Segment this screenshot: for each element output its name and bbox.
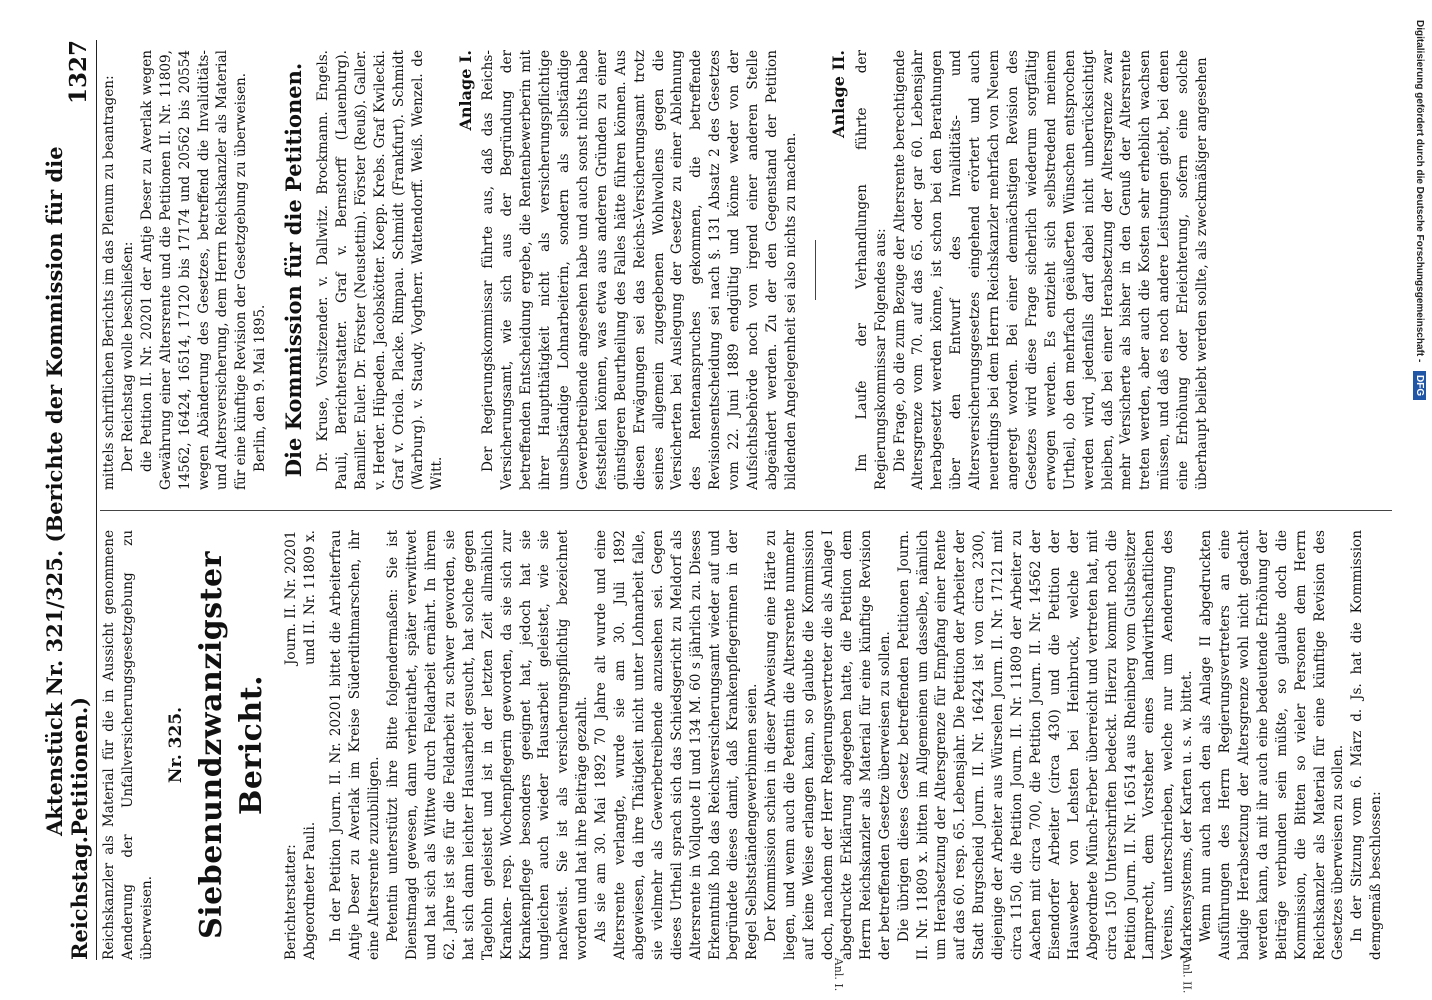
resolution: die Petition II. Nr. 20201 der Antje Deser zu Averlak wegen Gewährung einer Altersrente und die Petitionen II. Nr. 11809, 14562, 16424, 16514, 17120 bis 17174 und 20562 bis 20554 wegen Abänderung des Gesetzes, betreffend die Invaliditäts- und Altersversicherung, dem Herrn Reichskanzler als Material für eine künftige Revision der Gesetzgebung zu überweisen.: [138, 50, 250, 490]
paragraph: mittels schriftlichen Berichts im das Plenum zu beantragen:: [101, 75, 117, 490]
reporter-right: [282, 530, 320, 665]
annex-heading-2: Anlage II.: [828, 50, 848, 138]
column-right: [100, 50, 1392, 490]
digitization-credit: [1413, 20, 1426, 400]
reporter-name: Abgeordneter Pauli.: [301, 821, 318, 960]
journal-number: Journ. II. Nr. 20201: [282, 530, 299, 666]
paragraph: Petentin unterstützt ihre Bitte folgendermaßen: Sie ist Dienstmagd gewesen, dann verheirathet, später verwittwet und hat sich als Wittwe durch Feldarbeit ernährt. In ihrem 62. Jahre ist sie für die Feldarbeit zu schwer geworden, sie hat sich dann leichter Hausarbeit gesucht, hat solche gegen Tagelohn geleistet und ist in der letzten Zeit allmählich Kranken- resp. Wochenpflegerin geworden, da sie sich zur Krankenpflege besonders geeignet hat, jedoch hat sie ungleichen auch wieder Hausarbeit geleistet, wie sie nachweist. Sie ist als versicherungspflichtig bezeichnet worden und hat ihre Beiträge gezahlt.: [385, 530, 591, 960]
credit-text: Digitalisierung gefördert durch die Deutsche Forschungsgemeinschaft -: [1414, 20, 1425, 363]
paragraph: Der Kommission schien in dieser Abweisung eine Härte zu liegen, und wenn auch die Petentin die Altersrente nunmehr auf keine Weise erlangen kann, so glaubte die Kommission doch, nachdem der Herr Regierungsvertreter die als Anlage I abgedruckte Erklärung abgegeben hatte, die Petition dem Herrn Reichskanzler als Material für eine künftige Revision der betreffenden Gesetze überweisen zu sollen.: [763, 530, 893, 960]
column-left: [100, 530, 1392, 960]
header-middle: [42, 104, 92, 836]
date-line: Berlin, den 9. Mai 1895.: [252, 304, 269, 472]
margin-note-2: Anl. II.: [1180, 955, 1194, 994]
paragraph: In der Sitzung vom 6. März d. Js. hat die Kommission demgemäß beschlossen:: [1349, 530, 1385, 960]
paragraph: Die Frage, ob die zum Bezuge der Altersrente berechtigende Altersgrenze vom 70. auf das 65. oder gar 60. Lebensjahr herabgesetzt werden könne, ist schon bei den Berathungen über den Entwurf des Invaliditäts- und Altersversicherungsgesetzes eingehend erörtert und auch neuerdings bei dem Herrn Reichskanzler mehrfach von Neuem angeregt worden. Bei einer demnächstigen Revision des Gesetzes wird diese Frage sicherlich wiederum sorgfältig erwogen werden. Es entzieht sich selbstredend meinem Urtheil, ob den mehrfach geäußerten Wünschen entsprochen werden wird, jedenfalls darf dabei nicht unberücksichtigt bleiben, daß bei einer Herabsetzung der Altersgrenze zwar mehr Versicherte als bisher in den Genuß der Altersrente treten werden, aber auch die Kosten sehr erheblich wachsen müssen, und daß es noch andere Leistungen giebt, bei denen eine Erhöhung oder Erleichterung, sofern eine solche überhaupt beliebt werden sollte, als zweckmäßiger angesehen: [891, 50, 1211, 490]
header-paren: (Berichte der Kommission für die Petitionen.): [42, 146, 92, 837]
paragraph: Wenn nun auch nach den als Anlage II abgedruckten Ausführungen des Herrn Regierungsvertreters an eine baldige Herabsetzung der Altersgrenze wohl nicht gedacht werden kann, da mit ihr auch eine bedeutende Erhöhung der Beiträge verbunden sein müßte, so glaubte doch die Kommission, die Bitten so vieler Personen dem Herrn Reichskanzler als Material für eine künftige Revision des Gesetzes überweisen zu sollen.: [1198, 530, 1347, 960]
header-left: Reichstag.: [67, 836, 92, 960]
header-aktenstueck: Aktenstück Nr. 321/325.: [42, 549, 67, 837]
page-header: [42, 40, 97, 960]
reporter-left: [282, 822, 320, 960]
page-number: 1327: [65, 40, 92, 105]
divider: [815, 240, 816, 300]
paragraph: Reichskanzler als Material für die in Aussicht genommene Aenderung der Unfallversicherungsgesetzgebung zu überweisen.: [101, 530, 155, 960]
paragraph: Der Reichstag wolle beschließen:: [119, 241, 136, 472]
signatories: Dr. Kruse, Vorsitzender. v. Dallwitz. Brockmann. Engels. Pauli, Berichterstatter. Graf v. Bernstorff (Lauenburg). Bamiller. Euler. Dr. Förster (Neustettin). Förster (Reuß). Galler. v. Herder. Hüpeden. Jacobskötter. Koepp. Krebs. Graf Kwilecki. Graf v. Oriola. Placke. Rimpau. Schmidt (Frankfurt). Schmidt (Warburg). v. Staudy. Vogtherr. Wattendorff. Weiß. Wenzel. de Witt.: [315, 50, 445, 490]
paragraph: Der Regierungskommissar führte aus, daß das Reichs-Versicherungsamt, wie sich aus der Begründung der betreffenden Entscheidung ergebe, die Rentenbewerberin mit ihrer Hauptthätigkeit nicht als versicherungspflichtige unselbständige Lohnarbeiterin, sondern als selbständige Gewerbetreibende angesehen habe und auch sonst nichts habe feststellen können, was etwa aus anderen Gründen zu einer günstigeren Beurtheilung des Falles hätte führen können. Aus diesen Erwägungen sei das Reichs-Versicherungsamt trotz seines allgemein zugegebenen Wohlwollens gegen die Versicherten bei Auslegung der Gesetze zu einer Ablehnung des Rentenanspruches gekommen, die betreffende Revisionsentscheidung sei nach §. 131 Absatz 2 des Gesetzes vom 22. Juni 1889 endgültig und könne weder von der Aufsichtsbehörde noch von irgend einer anderen Stelle abgeändert werden. Zu der den Gegenstand der Petition bildenden Angelegenheit sei also nichts zu machen.: [480, 50, 799, 490]
reporter-label: Berichterstatter:: [282, 844, 299, 960]
paragraph: Im Laufe der Verhandlungen führte der Regierungskommissar Folgendes aus:: [853, 50, 889, 490]
journal-number-2: und II. Nr. 11809 x.: [301, 530, 318, 666]
margin-note-1: Anl. I.: [832, 957, 846, 992]
reporter-row: [282, 530, 320, 960]
dfg-logo: DFG: [1413, 371, 1426, 400]
column-divider: [100, 510, 1392, 511]
paragraph: In der Petition Journ. II. Nr. 20201 bittet die Arbeiterfrau Antje Deser zu Averlak im Kreise Süderdithmarschen, ihr eine Altersrente zuzubilligen.: [328, 530, 383, 960]
paragraph: Die übrigen dieses Gesetz betreffenden Petitionen Journ. II. Nr. 11809 x. bitten im Allgemeinen um dasselbe, nämlich um Herabsetzung der Altersgrenze für Empfang einer Rente auf das 60. resp. 65. Lebensjahr. Die Petition der Arbeiter der Stadt Burgscheid Journ. II. Nr. 16424 ist von circa 2300, diejenige der Arbeiter aus Würselen Journ. II. Nr. 17121 mit circa 1150, die Petition Journ. II. Nr. 11809 der Arbeiter zu Aachen mit circa 700, die Petition Journ. II. Nr. 14562 der Eisendorfer Arbeiter (circa 430) und die Petition der Hausweber von Lehsten bei Heinbruck, welche der Abgeordnete Münch-Ferber überreicht und vertreten hat, mit circa 150 Unterschriften bedeckt. Hierzu kommt noch die Petition Journ. II. Nr. 16514 aus Rheinberg vom Gutsbesitzer Lamprecht, dem Vorsteher eines landwirthschaftlichen Vereins, unterschrieben, welche nur um Aenderung des Markensystems, der Karten u. s. w. bittet.: [895, 530, 1196, 960]
report-title: Siebenundzwanzigster Bericht.: [193, 551, 269, 939]
annex-heading-1: Anlage I.: [455, 50, 475, 131]
paragraph: Als sie am 30. Mai 1892 70 Jahre alt wurde und eine Altersrente verlangte, wurde sie am 30. Juli 1892 abgewiesen, da ihre Thätigkeit nicht unter Lohnarbeit falle, sie vielmehr als Gewerbetreibende anzusehen sei. Gegen dieses Urtheil sprach sich das Schiedsgericht zu Meldorf als Altersrente in Vollquote II und 134 M. 60 s jährlich zu. Dieses Erkenntniß hob das Reichsversicherungsamt wieder auf und begründete dieses damit, daß Krankenpflegerinnen in der Regel Selbstständengewerbinnen seien.: [593, 530, 761, 960]
commission-heading: Die Kommission für die Petitionen.: [281, 62, 307, 478]
report-number: Nr. 325.: [165, 706, 186, 784]
